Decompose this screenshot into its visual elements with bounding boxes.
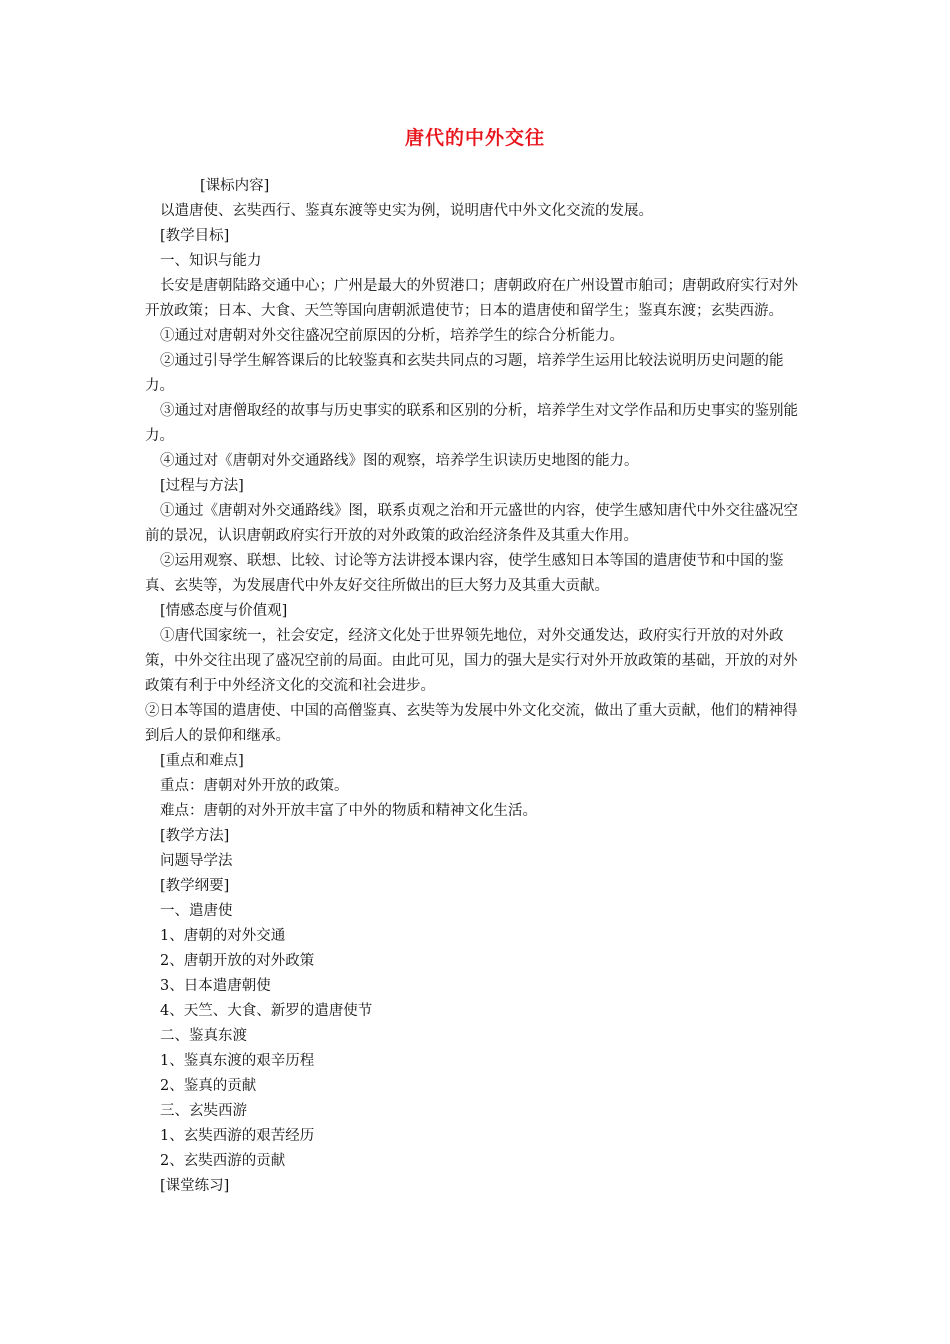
ability-item: ③通过对唐僧取经的故事与历史事实的联系和区别的分析，培养学生对文学作品和历史事实的鉴别能力。 (145, 403, 798, 444)
process-item: ②运用观察、联想、比较、讨论等方法讲授本课内容，使学生感知日本等国的遣唐使节和中国的鉴真、玄奘等，为发展唐代中外友好交往所做出的巨大努力及其重大贡献。 (145, 553, 784, 594)
difficult-point: 难点：唐朝的对外开放丰富了中外的物质和精神文化生活。 (160, 803, 537, 819)
document-body (145, 174, 807, 1199)
curriculum-heading: [课标内容] (200, 178, 270, 194)
ability-item: ②通过引导学生解答课后的比较鉴真和玄奘共同点的习题，培养学生运用比较法说明历史问题的能力。 (145, 353, 784, 394)
method-text: 问题导学法 (160, 853, 233, 869)
emotion-heading: [情感态度与价值观] (160, 603, 288, 619)
knowledge-text: 长安是唐朝陆路交通中心；广州是最大的外贸港口；唐朝政府在广州设置市舶司；唐朝政府实行对外开放政策；日本、大食、天竺等国向唐朝派遣使节；日本的遣唐使和留学生；鉴真东渡；玄奘西游。 (145, 278, 798, 319)
key-heading: [重点和难点] (160, 753, 244, 769)
outline-item: 二、鉴真东渡 (160, 1028, 247, 1044)
curriculum-text: 以遣唐使、玄奘西行、鉴真东渡等史实为例，说明唐代中外文化交流的发展。 (160, 203, 653, 219)
outline-item: 2、玄奘西游的贡献 (160, 1153, 286, 1169)
emotion-item: ②日本等国的遣唐使、中国的高僧鉴真、玄奘等为发展中外文化交流，做出了重大贡献，他们的精神得到后人的景仰和继承。 (145, 703, 798, 744)
outline-item: 4、天竺、大食、新罗的遣唐使节 (160, 1003, 373, 1019)
key-point: 重点：唐朝对外开放的政策。 (160, 778, 349, 794)
outline-item: 1、玄奘西游的艰苦经历 (160, 1128, 315, 1144)
goals-heading: [教学目标] (160, 228, 230, 244)
outline-item: 三、玄奘西游 (160, 1103, 247, 1119)
process-item: ①通过《唐朝对外交通路线》图，联系贞观之治和开元盛世的内容，使学生感知唐代中外交往盛况空前的景况，认识唐朝政府实行开放的对外政策的政治经济条件及其重大作用。 (145, 503, 798, 544)
outline-item: 1、鉴真东渡的艰辛历程 (160, 1053, 315, 1069)
outline-item: 1、唐朝的对外交通 (160, 928, 286, 944)
outline-item: 一、遣唐使 (160, 903, 233, 919)
practice-heading: [课堂练习] (160, 1178, 230, 1194)
outline-heading: [教学纲要] (160, 878, 230, 894)
outline-item: 2、唐朝开放的对外政策 (160, 953, 315, 969)
ability-item: ④通过对《唐朝对外交通路线》图的观察，培养学生识读历史地图的能力。 (160, 453, 639, 469)
page-title: 唐代的中外交往 (404, 127, 545, 149)
knowledge-heading: 一、知识与能力 (160, 253, 262, 269)
emotion-item: ①唐代国家统一，社会安定，经济文化处于世界领先地位，对外交通发达，政府实行开放的对外政策，中外交往出现了盛况空前的局面。由此可见，国力的强大是实行对外开放政策的基础，开放的对外政策有利于中外经济文化的交流和社会进步。 (145, 628, 798, 694)
outline-item: 2、鉴真的贡献 (160, 1078, 257, 1094)
method-heading: [教学方法] (160, 828, 230, 844)
outline-item: 3、日本遣唐朝使 (160, 978, 271, 994)
process-heading: [过程与方法] (160, 478, 244, 494)
ability-item: ①通过对唐朝对外交往盛况空前原因的分析，培养学生的综合分析能力。 (160, 328, 624, 344)
